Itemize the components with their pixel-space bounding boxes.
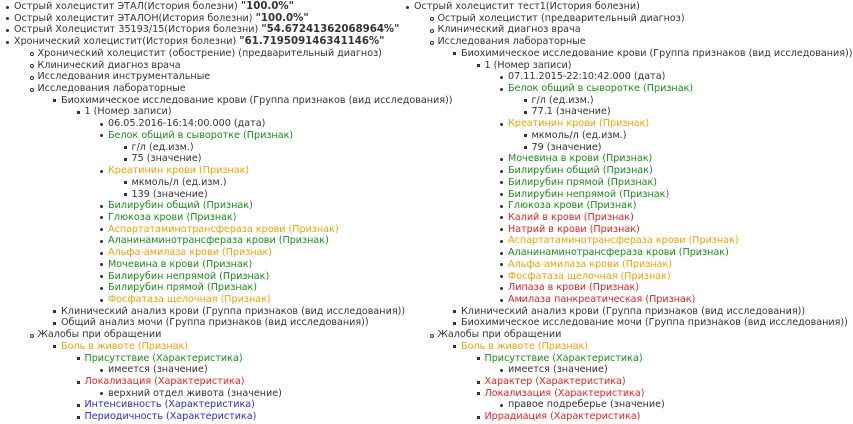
left-tree-item bbox=[108, 165, 249, 177]
bullet-icon bbox=[124, 146, 127, 149]
left-tree-item bbox=[38, 329, 162, 341]
bullet-icon bbox=[30, 76, 34, 80]
tree-item-label: Фосфатаза щелочная (Признак) bbox=[508, 270, 671, 282]
tree-item-label: Биохимическое исследование крови (Группа признаков (вид исследования)) bbox=[461, 47, 853, 59]
bullet-icon bbox=[77, 381, 80, 384]
bullet-icon bbox=[500, 193, 503, 196]
right-tree-item bbox=[414, 1, 640, 13]
tree-item-label: г/л (ед.изм.) bbox=[531, 94, 594, 106]
tree-item-label: Острый холецистит тест1(История болезни) bbox=[414, 1, 640, 12]
tree-item-label: мкмоль/л (ед.изм.) bbox=[531, 129, 627, 141]
tree-item-label: 77.1 (значение) bbox=[531, 106, 611, 118]
bullet-icon bbox=[100, 170, 103, 173]
bullet-icon bbox=[77, 404, 80, 407]
left-tree-item bbox=[108, 247, 272, 259]
tree-item-label: Исследования инструментальные bbox=[37, 71, 211, 83]
left-tree-item bbox=[132, 153, 202, 165]
bullet-icon bbox=[100, 123, 103, 126]
tree-item-label: Присутствие (Характеристика) bbox=[484, 352, 643, 364]
left-tree-item bbox=[108, 388, 282, 400]
right-tree-item bbox=[485, 388, 645, 400]
match-percent: "100.0%" bbox=[240, 1, 294, 12]
bullet-icon bbox=[453, 310, 456, 313]
left-tree-item bbox=[14, 24, 399, 36]
right-tree-item bbox=[508, 212, 634, 224]
tree-item-label: Мочевина в крови (Признак) bbox=[108, 258, 253, 270]
match-percent: "54.67241362068964%" bbox=[261, 24, 400, 36]
bullet-icon bbox=[100, 287, 103, 290]
tree-item-label: 75 (значение) bbox=[131, 153, 202, 165]
left-tree-item bbox=[14, 1, 294, 13]
bullet-icon bbox=[100, 369, 103, 372]
bullet-icon bbox=[453, 322, 456, 325]
bullet-icon bbox=[430, 17, 434, 21]
tree-item-label: Клинический анализ крови (Группа признаков (вид исследования)) bbox=[61, 305, 406, 317]
bullet-icon bbox=[430, 41, 434, 45]
tree-item-label: Интенсивность (Характеристика) bbox=[84, 399, 255, 411]
bullet-icon bbox=[453, 345, 456, 348]
tree-item-label: Креатинин крови (Признак) bbox=[108, 165, 250, 177]
right-tree-item bbox=[508, 71, 665, 83]
tree-item-label: Билирубин непрямой (Признак) bbox=[108, 270, 270, 282]
bullet-icon bbox=[100, 240, 103, 243]
left-tree-item bbox=[108, 130, 293, 142]
bullet-icon bbox=[500, 275, 503, 278]
tree-item-label: Характер (Характеристика) bbox=[484, 376, 626, 388]
tree-item-label: Билирубин непрямой (Признак) bbox=[508, 188, 670, 200]
left-tree-item bbox=[108, 364, 208, 376]
right-tree-item bbox=[461, 48, 853, 60]
left-tree-item bbox=[38, 48, 382, 60]
tree-item-label: Периодичность (Характеристика) bbox=[84, 411, 257, 423]
left-tree-item bbox=[108, 212, 237, 224]
bullet-icon bbox=[500, 88, 503, 91]
bullet-icon bbox=[430, 29, 434, 33]
right-tree-item bbox=[461, 317, 848, 329]
bullet-icon bbox=[100, 392, 103, 395]
bullet-icon bbox=[477, 416, 480, 419]
bullet-icon bbox=[100, 216, 103, 219]
right-tree-item bbox=[485, 353, 643, 365]
left-tree-item bbox=[85, 376, 245, 388]
left-tree-item bbox=[108, 235, 329, 247]
right-tree-item bbox=[508, 200, 637, 212]
right-tree-item bbox=[485, 376, 626, 388]
bullet-icon bbox=[77, 111, 80, 114]
bullet-icon bbox=[53, 345, 56, 348]
tree-item-label: Креатинин крови (Признак) bbox=[508, 118, 650, 130]
bullet-icon bbox=[30, 88, 34, 92]
right-tree-item bbox=[508, 177, 657, 189]
left-tree-item bbox=[108, 294, 271, 306]
bullet-icon bbox=[6, 6, 9, 9]
bullet-icon bbox=[30, 64, 34, 68]
tree-item-label: Натрий в крови (Признак) bbox=[508, 223, 640, 235]
bullet-icon bbox=[100, 299, 103, 302]
tree-item-label: Липаза в крови (Признак) bbox=[508, 282, 640, 294]
left-tree-item bbox=[108, 224, 339, 236]
bullet-icon bbox=[500, 252, 503, 255]
bullet-icon bbox=[500, 240, 503, 243]
left-tree-item bbox=[61, 317, 369, 329]
tree-item-label: Билирубин общий (Признак) bbox=[108, 200, 253, 212]
right-tree-item bbox=[508, 83, 693, 95]
right-tree-item bbox=[438, 329, 562, 341]
left-tree-item bbox=[108, 282, 257, 294]
left-tree-item bbox=[85, 399, 255, 411]
tree-item-label: Острый холецистит (предварительный диагноз) bbox=[437, 12, 685, 24]
tree-item-label: Аспартатаминотрансфераза крови (Признак) bbox=[508, 235, 739, 247]
right-tree-item bbox=[508, 118, 649, 130]
right-tree-item bbox=[532, 106, 611, 118]
right-tree-item bbox=[438, 36, 586, 48]
left-tree-item bbox=[132, 177, 227, 189]
tree-item-label: Белок общий в сыворотке (Признак) bbox=[508, 83, 694, 95]
bullet-icon bbox=[524, 146, 527, 149]
bullet-icon bbox=[406, 6, 409, 9]
right-tree-item bbox=[438, 13, 685, 25]
tree-item-label: Локализация (Характеристика) bbox=[484, 387, 645, 399]
left-tree-item bbox=[85, 353, 243, 365]
left-tree-item bbox=[38, 60, 181, 72]
tree-item-label: Фосфатаза щелочная (Признак) bbox=[108, 294, 271, 305]
bullet-icon bbox=[100, 275, 103, 278]
tree-item-label: Хронический холецистит (обострение) (предварительный диагноз) bbox=[37, 47, 382, 59]
bullet-icon bbox=[53, 322, 56, 325]
match-percent: "61.719509146341146%" bbox=[239, 36, 385, 48]
bullet-icon bbox=[430, 334, 434, 338]
bullet-icon bbox=[500, 369, 503, 372]
tree-item-label: 06.05.2016-16:14:00.000 (дата) bbox=[108, 118, 266, 130]
left-tree-item bbox=[85, 411, 257, 423]
left-tree-item bbox=[108, 118, 265, 130]
tree-item-label: правое подреберье (значение) bbox=[508, 399, 665, 411]
tree-item-label: Острый холецистит ЭТАЛ(История болезни) bbox=[14, 1, 238, 12]
right-tree-item bbox=[508, 364, 608, 376]
tree-item-label: Биохимическое исследование крови (Группа признаков (вид исследования)) bbox=[61, 94, 453, 106]
tree-item-label: мкмоль/л (ед.изм.) bbox=[131, 176, 227, 188]
bullet-icon bbox=[500, 205, 503, 208]
tree-item-label: Калий в крови (Признак) bbox=[508, 211, 634, 223]
bullet-icon bbox=[100, 263, 103, 266]
left-tree-item bbox=[38, 83, 186, 95]
bullet-icon bbox=[6, 29, 9, 32]
bullet-icon bbox=[100, 228, 103, 231]
tree-item-label: Белок общий в сыворотке (Признак) bbox=[108, 129, 294, 141]
right-tree-item bbox=[508, 235, 739, 247]
right-tree-item bbox=[532, 130, 627, 142]
left-tree-item bbox=[38, 71, 211, 83]
tree-item-label: Общий анализ мочи (Группа признаков (вид исследования)) bbox=[61, 317, 369, 329]
tree-item-label: Боль в животе (Признак) bbox=[461, 340, 589, 352]
tree-item-label: Мочевина в крови (Признак) bbox=[508, 153, 653, 165]
bullet-icon bbox=[124, 193, 127, 196]
left-tree-item bbox=[85, 106, 172, 118]
right-tree-item bbox=[508, 247, 729, 259]
right-tree-item bbox=[532, 142, 602, 154]
bullet-icon bbox=[53, 310, 56, 313]
tree-item-label: Клинический диагноз врача bbox=[37, 59, 181, 71]
bullet-icon bbox=[500, 299, 503, 302]
bullet-icon bbox=[30, 52, 34, 56]
bullet-icon bbox=[500, 228, 503, 231]
right-tree-item bbox=[461, 306, 805, 318]
tree-item-label: имеется (значение) bbox=[508, 364, 608, 376]
right-tree-item bbox=[508, 399, 665, 411]
bullet-icon bbox=[77, 357, 80, 360]
bullet-icon bbox=[453, 52, 456, 55]
tree-item-label: Глюкоза крови (Признак) bbox=[508, 200, 637, 212]
right-tree-item bbox=[508, 259, 672, 271]
tree-item-label: Билирубин прямой (Признак) bbox=[108, 282, 258, 294]
right-tree-item bbox=[485, 411, 641, 423]
left-tree-item bbox=[61, 341, 188, 353]
tree-item-label: 1 (Номер записи) bbox=[484, 59, 572, 71]
bullet-icon bbox=[6, 41, 9, 44]
bullet-icon bbox=[500, 216, 503, 219]
bullet-icon bbox=[500, 404, 503, 407]
bullet-icon bbox=[477, 357, 480, 360]
tree-item-label: 139 (значение) bbox=[131, 188, 208, 200]
bullet-icon bbox=[500, 76, 503, 79]
left-tree-item bbox=[132, 189, 208, 201]
left-tree-item bbox=[108, 200, 253, 212]
tree-item-label: Локализация (Характеристика) bbox=[84, 376, 245, 388]
tree-item-label: г/л (ед.изм.) bbox=[131, 141, 194, 153]
bullet-icon bbox=[30, 334, 34, 338]
left-tree-item bbox=[14, 13, 309, 25]
bullet-icon bbox=[524, 134, 527, 137]
right-tree-item bbox=[508, 165, 653, 177]
tree-item-label: 1 (Номер записи) bbox=[84, 106, 172, 118]
right-tree-item bbox=[508, 282, 639, 294]
tree-item-label: Глюкоза крови (Признак) bbox=[108, 211, 237, 223]
bullet-icon bbox=[100, 252, 103, 255]
bullet-icon bbox=[124, 158, 127, 161]
tree-item-label: Присутствие (Характеристика) bbox=[84, 352, 243, 364]
right-tree-item bbox=[461, 341, 588, 353]
tree-item-label: Клинический диагноз врача bbox=[437, 24, 581, 36]
tree-item-label: Амилаза панкреатическая (Признак) bbox=[508, 294, 696, 305]
tree-item-label: Аланинаминотрансфераза крови (Признак) bbox=[108, 235, 329, 247]
tree-item-label: Жалобы при обращении bbox=[37, 329, 162, 341]
bullet-icon bbox=[524, 111, 527, 114]
tree-item-label: Билирубин общий (Признак) bbox=[508, 165, 653, 177]
right-tree-item bbox=[508, 224, 640, 236]
tree-item-label: Боль в животе (Признак) bbox=[61, 340, 189, 352]
tree-item-label: Иррадиация (Характеристика) bbox=[484, 411, 641, 423]
bullet-icon bbox=[100, 134, 103, 137]
tree-item-label: Клинический анализ крови (Группа признаков (вид исследования)) bbox=[461, 305, 806, 317]
bullet-icon bbox=[500, 181, 503, 184]
match-percent: "100.0%" bbox=[255, 12, 309, 24]
tree-item-label: Острый Холецистит 35193/15(История болезни) bbox=[14, 24, 259, 36]
bullet-icon bbox=[6, 17, 9, 20]
bullet-icon bbox=[100, 205, 103, 208]
tree-item-label: Альфа-амилаза крови (Признак) bbox=[108, 247, 273, 259]
right-tree-item bbox=[485, 60, 572, 72]
bullet-icon bbox=[124, 181, 127, 184]
right-tree-item bbox=[508, 189, 669, 201]
tree-item-label: 07.11.2015-22:10:42.000 (дата) bbox=[508, 71, 666, 83]
left-tree-item bbox=[108, 271, 269, 283]
bullet-icon bbox=[524, 99, 527, 102]
tree-item-label: Жалобы при обращении bbox=[437, 329, 562, 341]
bullet-icon bbox=[500, 170, 503, 173]
left-tree-item bbox=[61, 95, 453, 107]
tree-item-label: Альфа-амилаза крови (Признак) bbox=[508, 258, 673, 270]
tree-item-label: Хронический холецистит(История болезни) bbox=[14, 36, 237, 48]
tree-item-label: Исследования лабораторные bbox=[437, 36, 586, 48]
tree-item-label: имеется (значение) bbox=[108, 364, 208, 376]
tree-item-label: Билирубин прямой (Признак) bbox=[508, 176, 658, 188]
tree-item-label: Аланинаминотрансфераза крови (Признак) bbox=[508, 247, 729, 259]
tree-item-label: Аспартатаминотрансфераза крови (Признак) bbox=[108, 223, 339, 235]
tree-item-label: 79 (значение) bbox=[531, 141, 602, 153]
left-tree-item bbox=[108, 259, 252, 271]
tree-item-label: Биохимическое исследование мочи (Группа признаков (вид исследования)) bbox=[461, 317, 848, 329]
bullet-icon bbox=[477, 64, 480, 67]
bullet-icon bbox=[500, 158, 503, 161]
bullet-icon bbox=[477, 381, 480, 384]
left-tree-item bbox=[14, 36, 384, 48]
right-tree-item bbox=[532, 95, 594, 107]
bullet-icon bbox=[500, 263, 503, 266]
tree-item-label: Исследования лабораторные bbox=[37, 83, 186, 95]
bullet-icon bbox=[477, 392, 480, 395]
tree-item-label: верхний отдел живота (значение) bbox=[108, 387, 282, 399]
left-tree-item bbox=[61, 306, 405, 318]
right-tree-item bbox=[438, 24, 581, 36]
right-tree-item bbox=[508, 153, 652, 165]
bullet-icon bbox=[53, 99, 56, 102]
bullet-icon bbox=[500, 287, 503, 290]
right-tree-item bbox=[508, 294, 695, 306]
bullet-icon bbox=[500, 123, 503, 126]
bullet-icon bbox=[77, 416, 80, 419]
right-tree-item bbox=[508, 271, 671, 283]
left-tree-item bbox=[132, 142, 194, 154]
tree-item-label: Острый холецистит ЭТАЛОН(История болезни) bbox=[14, 12, 253, 24]
